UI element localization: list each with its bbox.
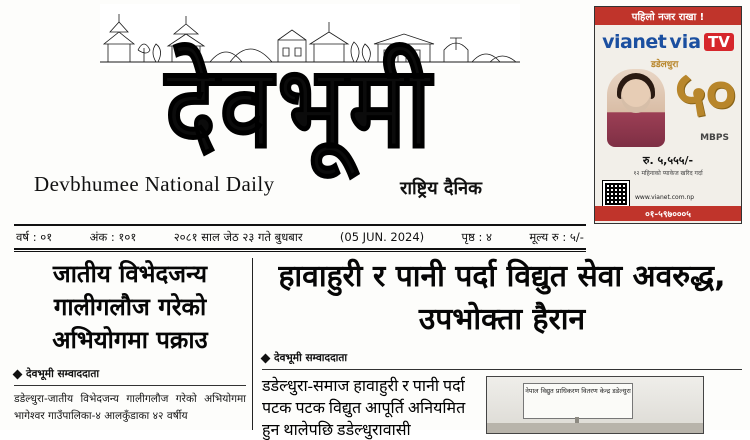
right-story-byline-rule xyxy=(262,369,742,370)
ad-website[interactable]: www.vianet.com.np xyxy=(635,194,695,201)
left-story-byline-rule xyxy=(14,385,246,386)
column-divider xyxy=(252,258,253,430)
right-story-content xyxy=(262,374,742,440)
issue-year: वर्ष : ०१ xyxy=(16,229,53,244)
ad-brand-name: vianet xyxy=(602,31,667,53)
masthead-rule-bottom-thin xyxy=(14,251,586,252)
ad-banner-text: पहिलो नजर राखा ! xyxy=(595,7,741,25)
issue-date-en: (05 JUN. 2024) xyxy=(339,230,425,244)
photo-ground xyxy=(487,423,703,433)
ad-brand-tv: TV xyxy=(704,33,734,51)
masthead-rule-bottom xyxy=(14,248,586,250)
left-story-headline[interactable]: जातीय विभेदजन्य गालीगलौज गरेको अभियोगमा पक्राउ xyxy=(52,260,208,355)
left-story xyxy=(14,258,246,428)
issue-number: अंक : १०१ xyxy=(89,229,137,244)
paper-title xyxy=(14,40,586,173)
photo-signboard-text: नेपाल विद्युत प्राधिकरण वितरण केन्द्र डडेल्धुरा xyxy=(523,383,633,419)
masthead-rule-top xyxy=(14,224,586,226)
ad-model-photo xyxy=(607,69,665,147)
ad-note: १२ महिनाको प्याकेज खरिद गर्दा xyxy=(633,170,703,177)
ad-speed-unit: MBPS xyxy=(700,133,729,143)
ad-model-face xyxy=(621,79,651,113)
right-story-byline-text: देवभूमी सम्वाददाता xyxy=(274,352,348,365)
qr-code-icon[interactable] xyxy=(603,181,629,207)
right-story-byline xyxy=(262,351,742,365)
issue-price: मूल्य रु : ५/- xyxy=(529,229,584,244)
left-story-body: डडेल्धुरा-जातीय विभेदजन्य गालीगलौज गरेको अभियोगमा भागेश्वर गाउँपालिका-४ आलकुँडाका ४२ वर्षीय xyxy=(14,393,246,422)
paper-subtitle-np: राष्ट्रिय दैनिक xyxy=(400,178,482,199)
issue-page: पृष्ठ : ४ xyxy=(461,229,493,244)
left-story-byline xyxy=(14,367,246,381)
paper-subtitle-en: Devbhumee National Daily xyxy=(34,172,275,196)
diamond-bullet-icon xyxy=(13,369,23,379)
issue-date-np: २०८१ साल जेठ २३ गते बुधबार xyxy=(173,229,303,244)
diamond-bullet-icon xyxy=(261,353,271,363)
ad-brand-via: via xyxy=(669,31,702,53)
paper-title-text: देवभूमी xyxy=(164,40,436,173)
issue-info-bar xyxy=(14,227,586,247)
ad-place-label: डडेलधुरा xyxy=(651,60,679,70)
right-story-headline[interactable]: हावाहुरी र पानी पर्दा विद्युत सेवा अवरुद्ध, उपभोक्ता हैरान xyxy=(278,259,726,337)
right-story-photo xyxy=(486,376,704,434)
advertisement[interactable] xyxy=(594,6,742,224)
ad-speed-value: ५० xyxy=(674,57,735,130)
right-story-body: डडेल्धुरा-समाज हावाहुरी र पानी पर्दा पटक पटक विद्युत आपूर्ति अनियमित हुन थालेपछि डडेल्धुरावासी xyxy=(262,378,466,440)
ad-logo xyxy=(595,27,741,57)
ad-phone: ०१-५९७०००५ xyxy=(595,206,741,221)
right-story xyxy=(262,256,742,440)
left-story-byline-text: देवभूमी सम्वाददाता xyxy=(26,368,100,381)
ad-price: रु. ५,५५५/- xyxy=(642,154,694,167)
